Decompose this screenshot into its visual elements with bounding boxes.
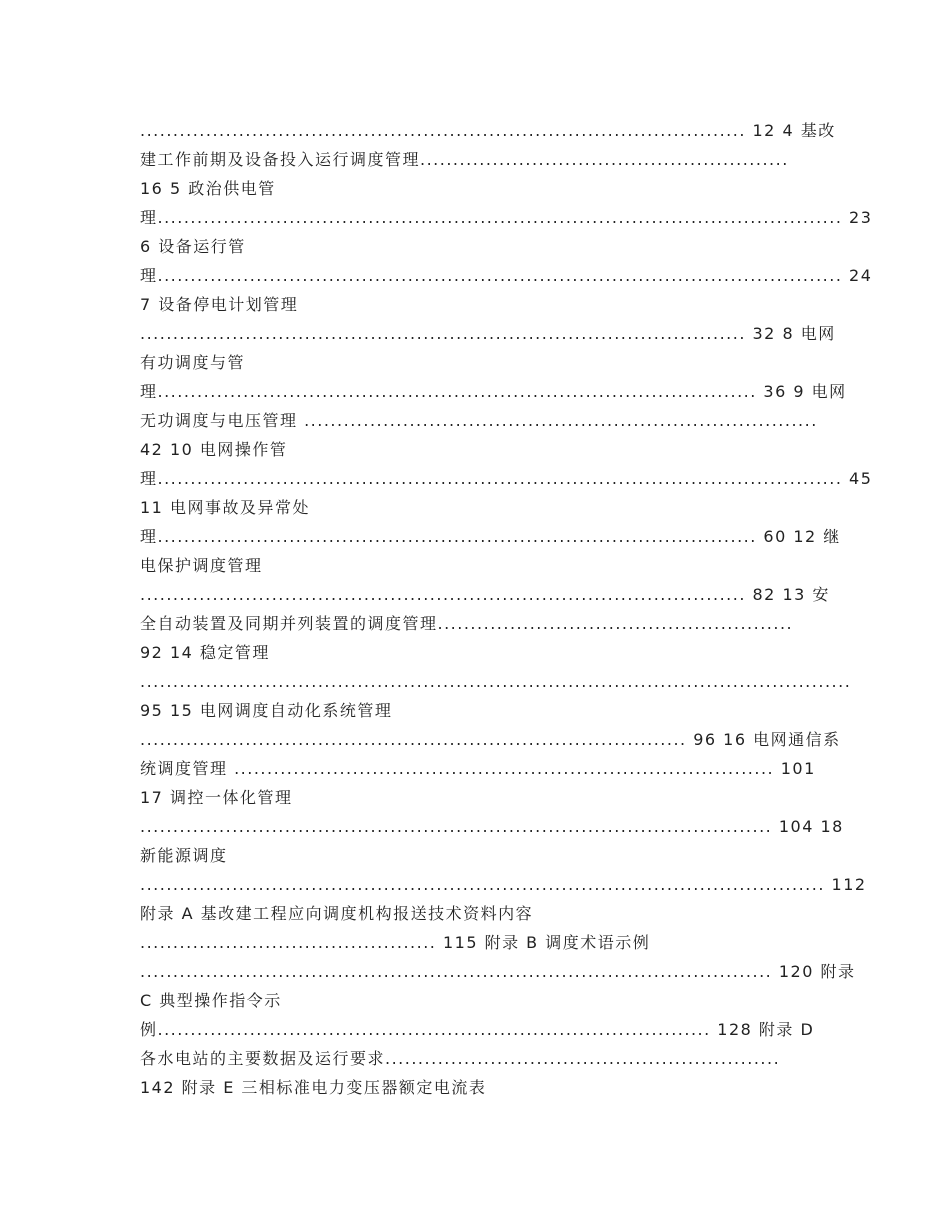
toc-line: 全自动装置及同期并列装置的调度管理...................................................... [140, 614, 794, 633]
toc-line: 有功调度与管 [140, 353, 246, 372]
toc-line: 例.................................................................................... 128 附录 D [140, 1020, 815, 1039]
toc-line: 142 附录 E 三相标准电力变压器额定电流表 [140, 1078, 487, 1097]
toc-line: ............................................................................................ 82 13 安 [140, 585, 830, 604]
toc-line: 7 设备停电计划管理 [140, 295, 299, 314]
toc-line: 92 14 稳定管理 [140, 643, 270, 662]
toc-line: 42 10 电网操作管 [140, 440, 288, 459]
toc-line: ........................................................................................................ 112 [140, 875, 867, 894]
toc-line: ................................................................................................ 104 18 [140, 817, 844, 836]
toc-line: ................................................................................... 96 16 电网通信系 [140, 730, 841, 749]
toc-line: ............................................................................................................ [140, 672, 852, 691]
toc-line: 建工作前期及设备投入运行调度管理........................................................ [140, 150, 789, 169]
toc-line: 16 5 政治供电管 [140, 179, 276, 198]
toc-line: 17 调控一体化管理 [140, 788, 293, 807]
toc-line: 统调度管理 .................................................................................. 101 [140, 759, 816, 778]
toc-line: 附录 A 基改建工程应向调度机构报送技术资料内容 [140, 904, 534, 923]
toc-line: 11 电网事故及异常处 [140, 498, 310, 517]
table-of-contents [140, 116, 873, 1102]
toc-line: C 典型操作指令示 [140, 991, 282, 1010]
toc-line: 理........................................................................................... 36 9 电网 [140, 382, 847, 401]
toc-line: 理........................................................................................................ 45 [140, 469, 873, 488]
toc-line: ............................................................................................ 32 8 电网 [140, 324, 836, 343]
toc-line: ............................................................................................ 12 4 基改 [140, 121, 836, 140]
toc-line: 理........................................................................................................ 24 [140, 266, 873, 285]
toc-line: 理........................................................................................................ 23 [140, 208, 873, 227]
toc-line: 新能源调度 [140, 846, 228, 865]
toc-line: ................................................................................................ 120 附录 [140, 962, 856, 981]
toc-line: ............................................. 115 附录 B 调度术语示例 [140, 933, 651, 952]
toc-line: 电保护调度管理 [140, 556, 263, 575]
toc-line: 6 设备运行管 [140, 237, 246, 256]
toc-line: 各水电站的主要数据及运行要求............................................................ [140, 1049, 781, 1068]
toc-line: 无功调度与电压管理 .............................................................................. [140, 411, 818, 430]
toc-line: 理........................................................................................... 60 12 继 [140, 527, 841, 546]
toc-line: 95 15 电网调度自动化系统管理 [140, 701, 393, 720]
